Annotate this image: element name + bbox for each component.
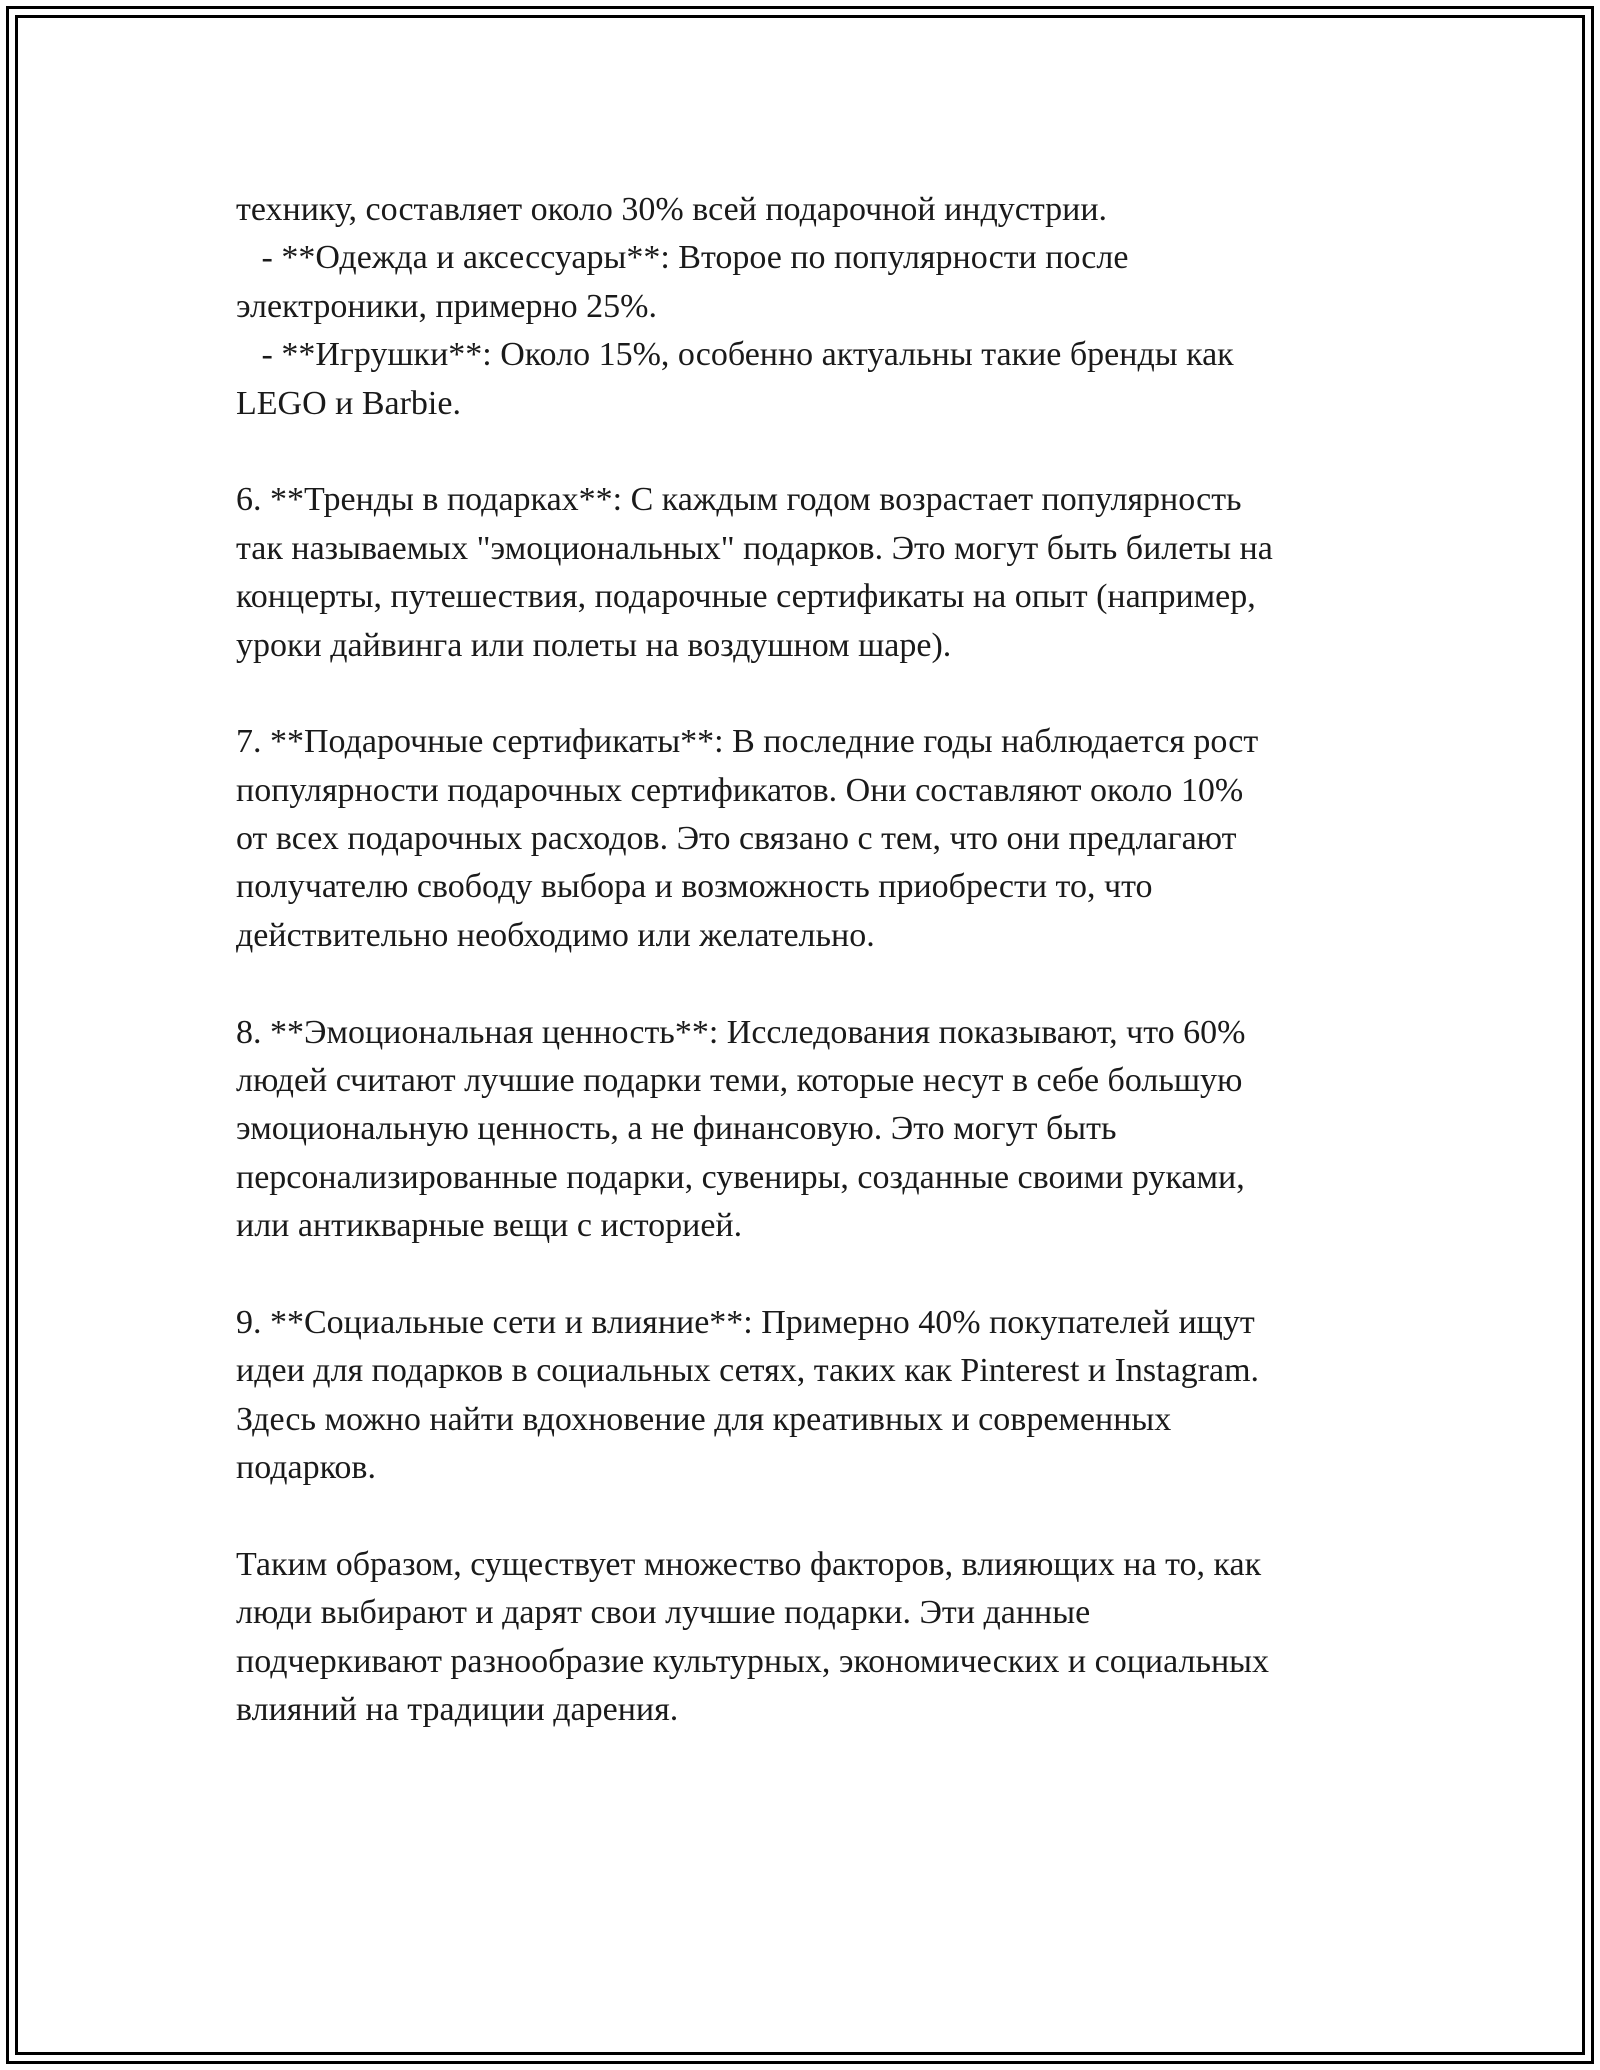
text-line: подарков. (236, 1449, 376, 1487)
text-line: идеи для подарков в социальных сетях, таких как Pinterest и Instagram. (236, 1352, 1260, 1390)
text-line: или антикварные вещи с историей. (236, 1207, 743, 1245)
text-line: от всех подарочных расходов. Это связано с тем, что они предлагают (236, 820, 1237, 858)
paragraph-spacer (236, 670, 1376, 718)
text-line: LEGO и Barbie. (236, 384, 461, 422)
text-line: 8. **Эмоциональная ценность**: Исследования показывают, что 60% (236, 1013, 1246, 1051)
text-line: эмоциональную ценность, а не финансовую. Это могут быть (236, 1110, 1117, 1148)
paragraph-spacer (236, 1251, 1376, 1299)
text-line: людей считают лучшие подарки теми, которые несут в себе большую (236, 1062, 1243, 1100)
text-line: популярности подарочных сертификатов. Они составляют около 10% (236, 771, 1244, 809)
paragraph-spacer (236, 428, 1376, 476)
text-line: Таким образом, существует множество факторов, влияющих на то, как (236, 1545, 1262, 1583)
text-line: так называемых "эмоциональных" подарков. Это могут быть билеты на (236, 529, 1273, 567)
text-line: 9. **Социальные сети и влияние**: Примерно 40% покупателей ищут (236, 1303, 1255, 1341)
paragraph-spacer (236, 1493, 1376, 1541)
text-line: 6. **Тренды в подарках**: С каждым годом возрастает популярность (236, 481, 1242, 519)
text-line: концерты, путешествия, подарочные сертификаты на опыт (например, (236, 578, 1256, 616)
text-line: подчеркивают разнообразие культурных, экономических и социальных (236, 1642, 1269, 1680)
paragraph-gift-certificates (236, 718, 1376, 960)
paragraph-social-media (236, 1299, 1376, 1493)
paragraph-emotional-value (236, 1009, 1376, 1251)
text-line: получателю свободу выбора и возможность приобрести то, что (236, 868, 1153, 906)
text-line: Здесь можно найти вдохновение для креативных и современных (236, 1400, 1172, 1438)
text-line: - **Игрушки**: Около 15%, особенно актуальны такие бренды как (236, 336, 1234, 374)
text-line: действительно необходимо или желательно. (236, 916, 875, 954)
paragraph-conclusion (236, 1541, 1376, 1735)
document-body (236, 186, 1376, 1735)
text-line: электроники, примерно 25%. (236, 287, 657, 325)
text-line: уроки дайвинга или полеты на воздушном шаре). (236, 626, 952, 664)
text-line: персонализированные подарки, сувениры, созданные своими руками, (236, 1158, 1245, 1196)
paragraph-categories-continued (236, 186, 1376, 428)
text-line: - **Одежда и аксессуары**: Второе по популярности после (236, 239, 1129, 277)
text-line: 7. **Подарочные сертификаты**: В последние годы наблюдается рост (236, 723, 1259, 761)
paragraph-gift-trends (236, 476, 1376, 670)
paragraph-spacer (236, 960, 1376, 1008)
text-line: влияний на традиции дарения. (236, 1691, 679, 1729)
text-line: технику, составляет около 30% всей подарочной индустрии. (236, 191, 1108, 228)
text-line: люди выбирают и дарят свои лучшие подарки. Эти данные (236, 1594, 1091, 1632)
